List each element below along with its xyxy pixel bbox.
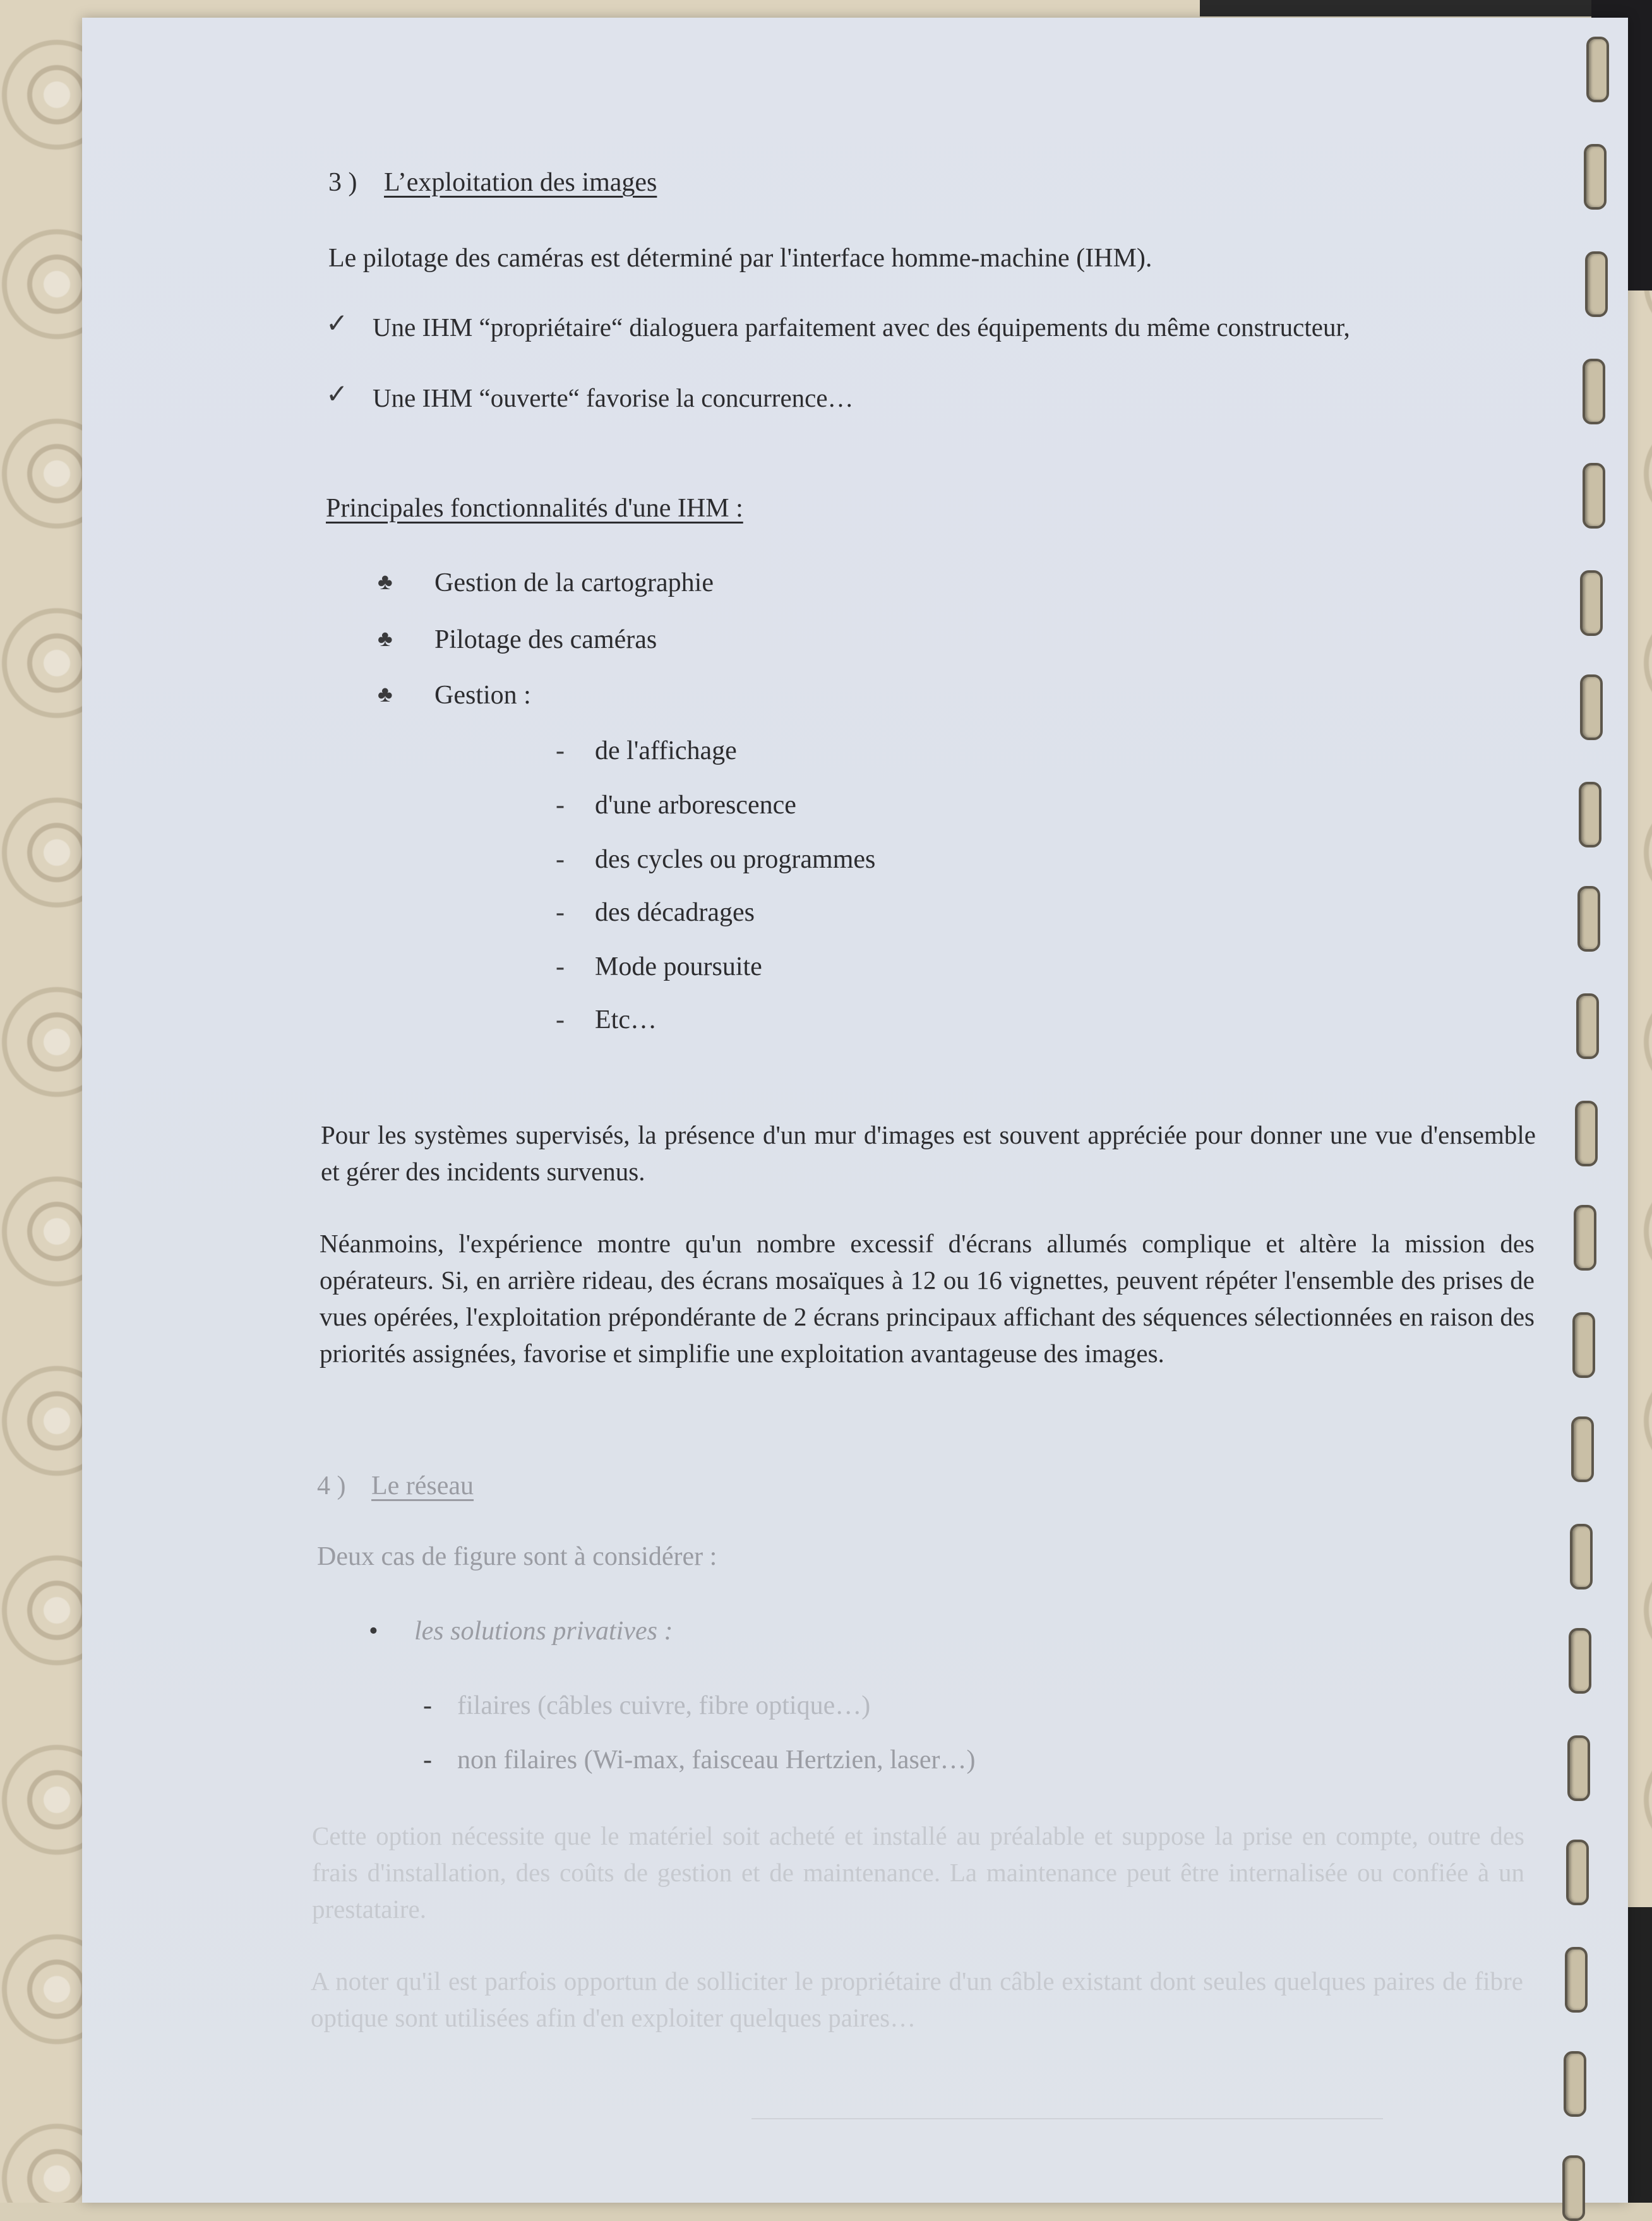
sub-feature-item: des cycles ou programmes <box>595 845 876 874</box>
dash-bullet-icon: - <box>556 952 565 981</box>
check-item: Une IHM “ouverte“ favorise la concurrence… <box>373 383 854 412</box>
binding-hole <box>1571 1416 1594 1482</box>
binding-hole <box>1583 359 1605 424</box>
checkmark-icon: ✓ <box>326 380 349 409</box>
private-solutions-label: les solutions privatives : <box>414 1617 673 1646</box>
sub-feature-item: des décadrages <box>595 898 755 927</box>
document-page <box>82 18 1628 2203</box>
binding-hole <box>1576 993 1599 1059</box>
dash-bullet-icon: - <box>556 898 565 927</box>
dash-bullet-icon: - <box>556 791 565 820</box>
binding-hole <box>1575 1101 1598 1166</box>
section-4-intro: Deux cas de figure sont à considérer : <box>317 1542 717 1571</box>
feature-item: Pilotage des caméras <box>434 625 657 654</box>
checkmark-icon: ✓ <box>326 309 349 338</box>
wireless-item: non filaires (Wi-max, faisceau Hertzien, laser…) <box>457 1745 976 1775</box>
sub-feature-item: de l'affichage <box>595 736 737 765</box>
binding-hole <box>1580 570 1603 636</box>
sub-feature-item: d'une arborescence <box>595 791 796 820</box>
footer-rule <box>751 2118 1383 2119</box>
bullet-dot-icon: • <box>369 1617 378 1646</box>
binding-hole <box>1583 463 1605 529</box>
feature-item: Gestion de la cartographie <box>434 568 714 597</box>
dash-bullet-icon: - <box>556 1005 565 1034</box>
section-4-number: 4 ) <box>317 1471 346 1500</box>
paragraph-neanmoins: Néanmoins, l'expérience montre qu'un nombre excessif d'écrans allumés complique et altère la mission des opérateurs. Si, en arrière rideau, des écrans mosaïques à 12 ou 16 vignettes, peuvent répéter l'ensemble des prises de vues opérées, l'exploitation prépondérante de 2 écrans principaux affichant des séquences sélectionnées en raison des priorités assignées, favorise et simplifie une exploitation avantageuse des images. <box>320 1229 1535 1368</box>
binding-hole <box>1565 1947 1588 2013</box>
club-bullet-icon: ♣ <box>378 681 393 707</box>
dash-bullet-icon: - <box>423 1691 432 1720</box>
section-3-number: 3 ) <box>328 168 357 197</box>
section-3-intro: Le pilotage des caméras est déterminé par l'interface homme-machine (IHM). <box>328 244 1152 273</box>
faded-paragraph-note: A noter qu'il est parfois opportun de solliciter le propriétaire d'un câble existant dont seules quelques paires de fibre optique sont utilisées afin d'en exploiter quelques paires… <box>311 1967 1523 2032</box>
binding-hole <box>1569 1628 1591 1694</box>
binding-hole <box>1566 1840 1589 1905</box>
club-bullet-icon: ♣ <box>378 569 393 594</box>
binding-hole <box>1577 886 1600 952</box>
binding-hole <box>1562 2155 1585 2221</box>
binding-hole <box>1570 1524 1593 1589</box>
paragraph-mur-images: Pour les systèmes supervisés, la présence d'un mur d'images est souvent appréciée pour donner une vue d'ensemble et gérer des incidents survenus. <box>321 1120 1536 1186</box>
dark-edge-top <box>1200 0 1652 16</box>
wired-item: filaires (câbles cuivre, fibre optique…) <box>457 1691 871 1720</box>
club-bullet-icon: ♣ <box>378 626 393 651</box>
section-3-title: L’exploitation des images <box>384 168 657 197</box>
dash-bullet-icon: - <box>556 845 565 874</box>
sub-feature-item: Etc… <box>595 1005 657 1034</box>
binding-hole <box>1584 144 1607 210</box>
binding-hole <box>1564 2051 1586 2117</box>
binding-hole <box>1572 1312 1595 1378</box>
binding-hole <box>1580 674 1603 740</box>
section-4-title: Le réseau <box>371 1471 474 1500</box>
dash-bullet-icon: - <box>556 736 565 765</box>
binding-hole <box>1567 1735 1590 1801</box>
binding-hole <box>1586 37 1609 102</box>
check-item: Une IHM “propriétaire“ dialoguera parfaitement avec des équipements du même constructeur, <box>373 313 1350 342</box>
binding-hole <box>1574 1205 1596 1271</box>
binding-hole <box>1579 782 1601 847</box>
features-heading: Principales fonctionnalités d'une IHM : <box>326 494 743 523</box>
faded-paragraph-option: Cette option nécessite que le matériel soit acheté et installé au préalable et suppose la prise en compte, outre des frais d'installation, des coûts de gestion et de maintenance. La maintenance peut être internalisée ou confiée à un prestataire. <box>312 1821 1524 1924</box>
feature-item: Gestion : <box>434 681 531 710</box>
binding-hole <box>1585 251 1608 317</box>
sub-feature-item: Mode poursuite <box>595 952 762 981</box>
dash-bullet-icon: - <box>423 1745 432 1775</box>
